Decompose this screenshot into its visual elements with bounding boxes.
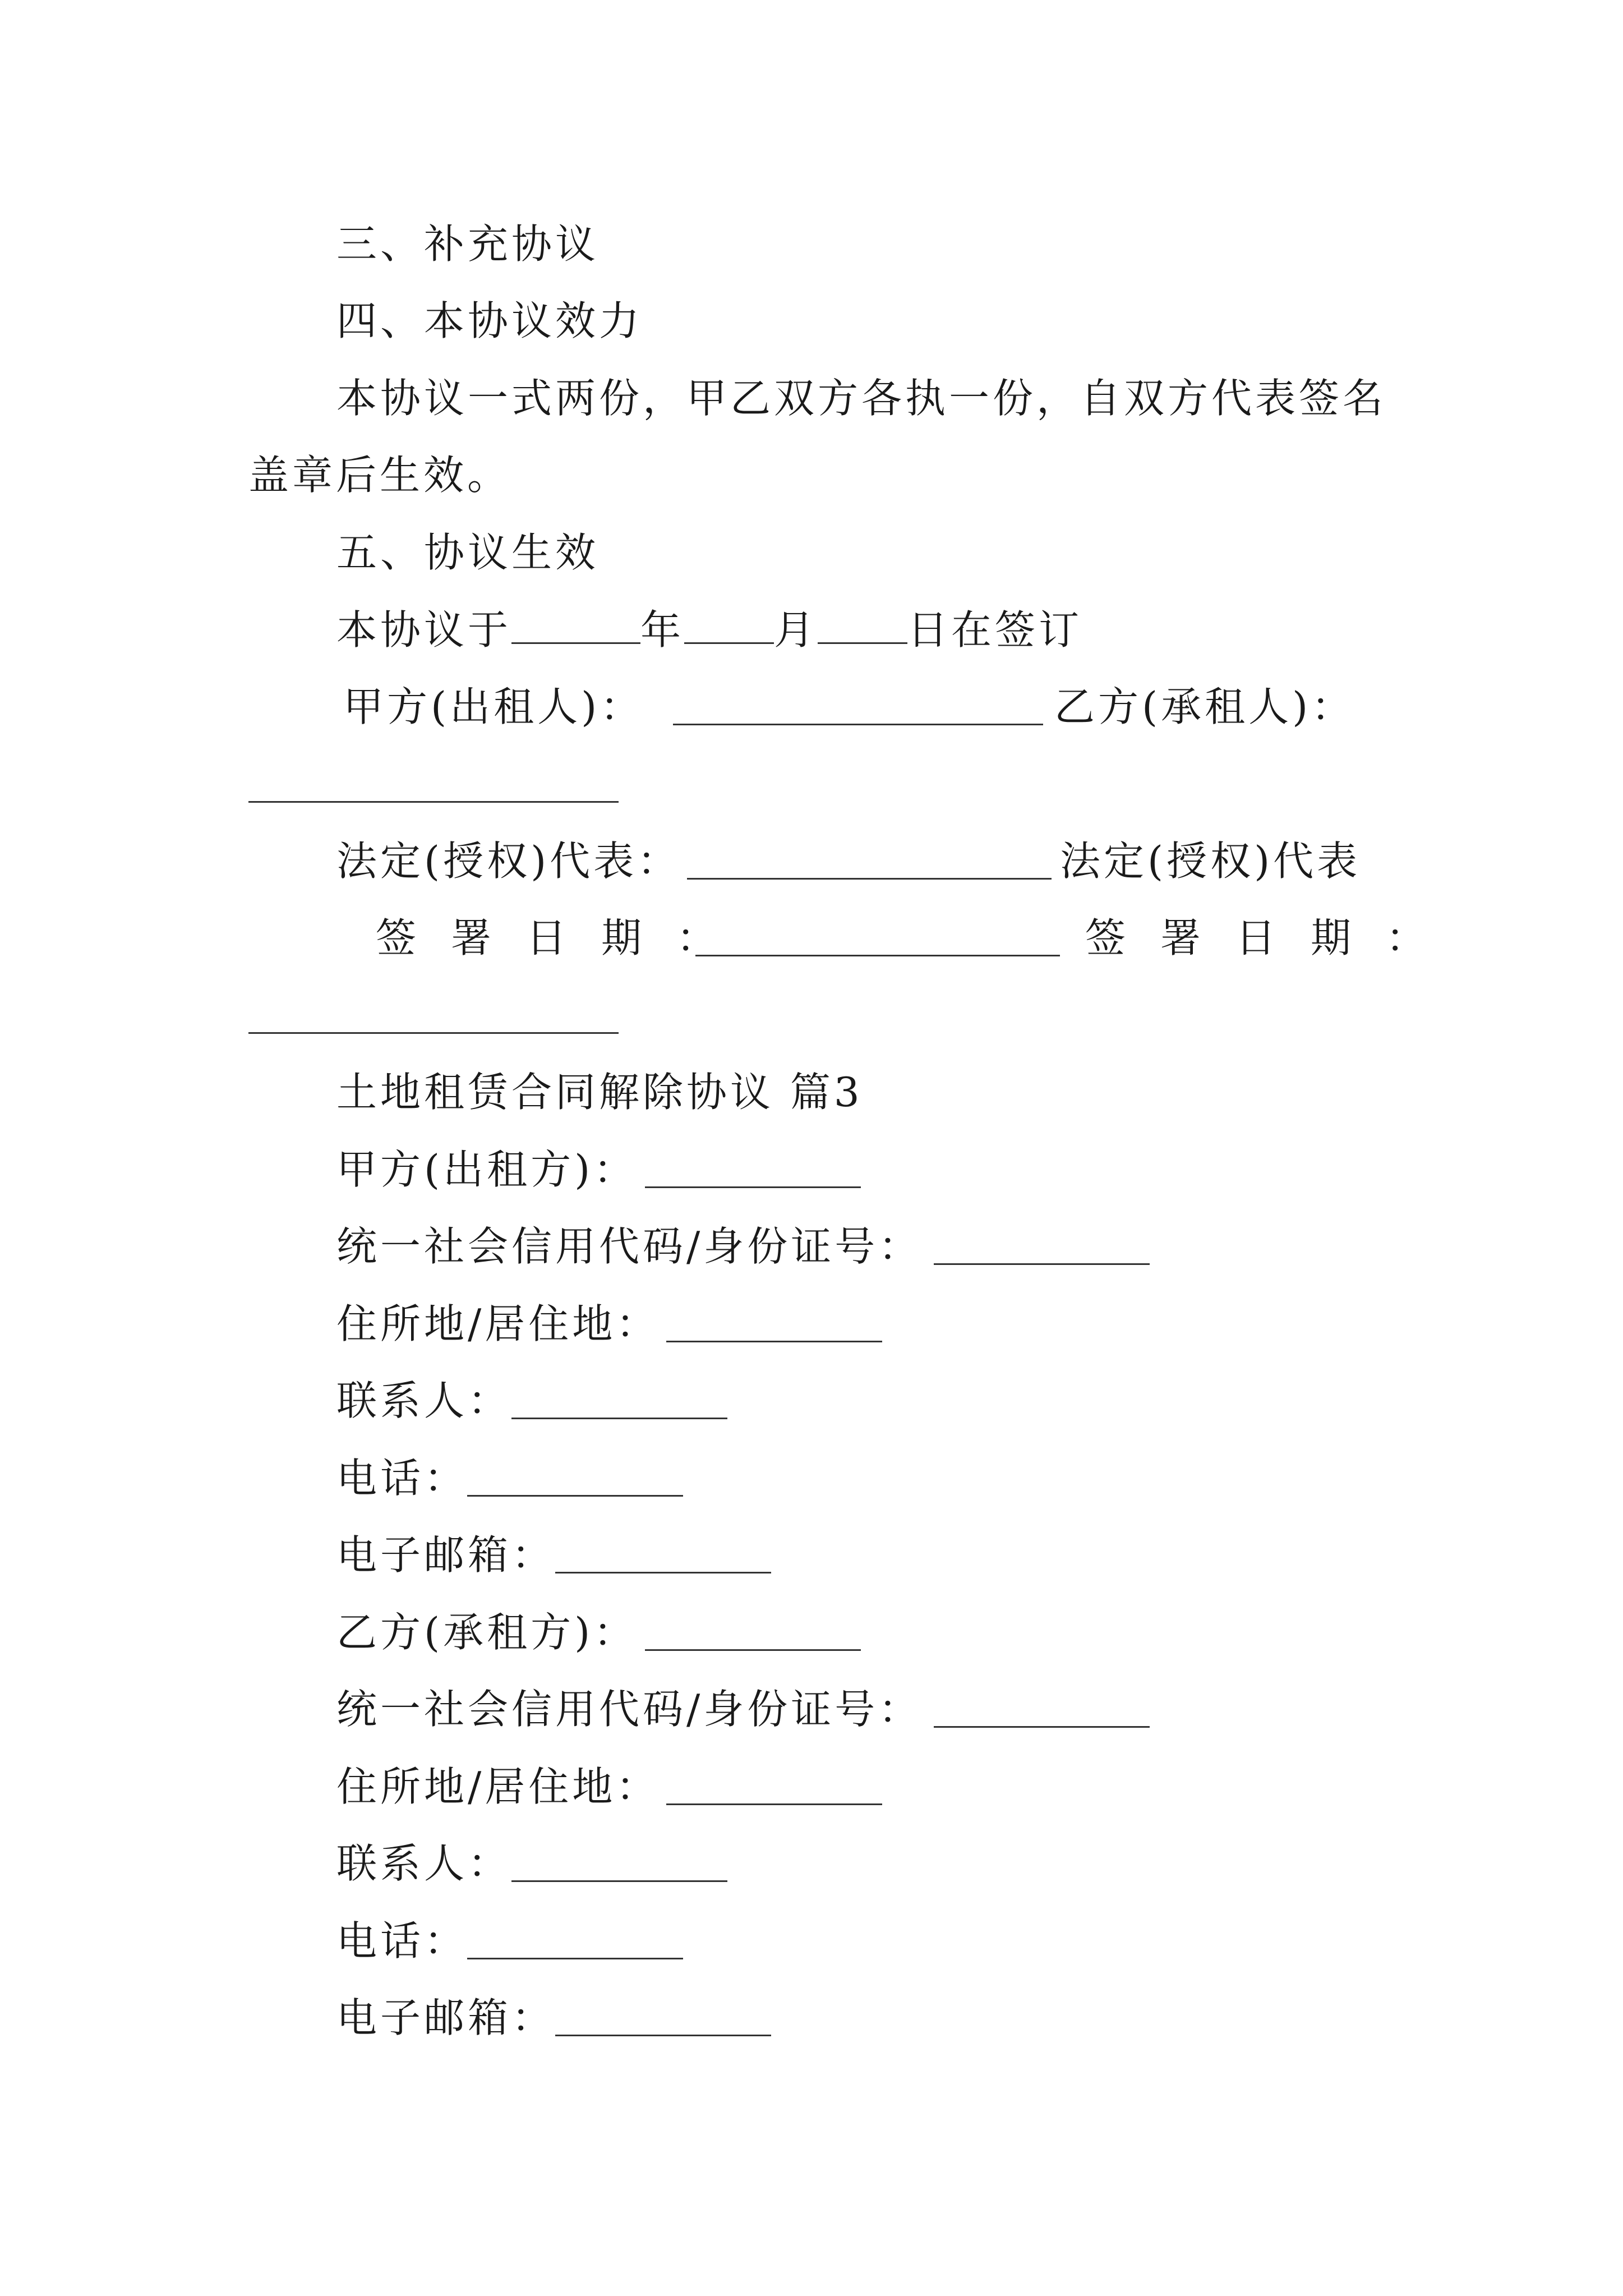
date-b-label: 签署日期： — [1085, 914, 1461, 961]
date-a-label: 签署日期： — [376, 914, 752, 961]
year-label: 年 — [640, 606, 685, 654]
lessee-email-label: 电子邮箱： — [336, 1994, 556, 2041]
day-blank[interactable] — [818, 603, 907, 644]
clause-5-heading: 五、协议生效 — [336, 529, 600, 576]
rep-b-label: 法定(授权)代表 — [1060, 838, 1361, 885]
lessor-phone-label: 电话： — [336, 1455, 468, 1502]
lessee-contact-label: 联系人： — [336, 1840, 512, 1887]
clause-3-heading: 三、补充协议 — [336, 220, 600, 268]
lessor-contact-blank[interactable] — [511, 1418, 727, 1419]
lessee-address-blank[interactable] — [666, 1803, 882, 1805]
rep-a-blank[interactable] — [687, 878, 1052, 880]
signing-prefix: 本协议于 — [336, 606, 512, 654]
clause-4-body-line-2: 盖章后生效。 — [248, 452, 511, 499]
day-suffix: 日在签订 — [907, 606, 1083, 654]
lessee-label: 乙方(承租方)： — [336, 1609, 638, 1656]
month-label: 月 — [774, 606, 818, 654]
party-b-blank[interactable] — [248, 801, 619, 803]
lessor-blank[interactable] — [645, 1186, 861, 1188]
year-blank[interactable] — [511, 603, 640, 644]
signing-date-line — [336, 602, 1082, 658]
rep-a-label: 法定(授权)代表： — [336, 838, 681, 885]
month-blank[interactable] — [684, 603, 774, 644]
party-b-label: 乙方(承租人)： — [1054, 683, 1355, 730]
lessee-address-label: 住所地/居住地： — [336, 1763, 660, 1810]
lessee-id-label: 统一社会信用代码/身份证号： — [336, 1686, 923, 1733]
lessor-address-blank[interactable] — [666, 1341, 882, 1342]
lessee-phone-blank[interactable] — [467, 1958, 683, 1959]
lessee-id-blank[interactable] — [934, 1726, 1150, 1728]
lessor-phone-blank[interactable] — [467, 1495, 683, 1497]
lessor-email-label: 电子邮箱： — [336, 1531, 556, 1579]
lessee-blank[interactable] — [645, 1649, 861, 1651]
date-b-blank[interactable] — [248, 1032, 619, 1034]
lessor-address-label: 住所地/居住地： — [336, 1300, 660, 1347]
clause-4-body-line-1: 本协议一式两份，甲乙双方各执一份，自双方代表签名 — [336, 375, 1387, 422]
lessee-phone-label: 电话： — [336, 1917, 468, 1964]
section-3-title: 土地租赁合同解除协议 篇3 — [336, 1069, 863, 1116]
lessor-contact-label: 联系人： — [336, 1377, 512, 1424]
clause-4-heading: 四、本协议效力 — [336, 297, 643, 344]
lessor-email-blank[interactable] — [555, 1572, 771, 1573]
lessee-email-blank[interactable] — [555, 2035, 771, 2036]
date-a-blank[interactable] — [695, 955, 1060, 956]
party-a-blank[interactable] — [673, 724, 1043, 725]
lessor-id-blank[interactable] — [934, 1263, 1150, 1265]
lessor-id-label: 统一社会信用代码/身份证号： — [336, 1223, 923, 1270]
lessee-contact-blank[interactable] — [511, 1880, 727, 1882]
party-a-label: 甲方(出租人)： — [343, 683, 644, 730]
lessor-label: 甲方(出租方)： — [336, 1146, 638, 1193]
